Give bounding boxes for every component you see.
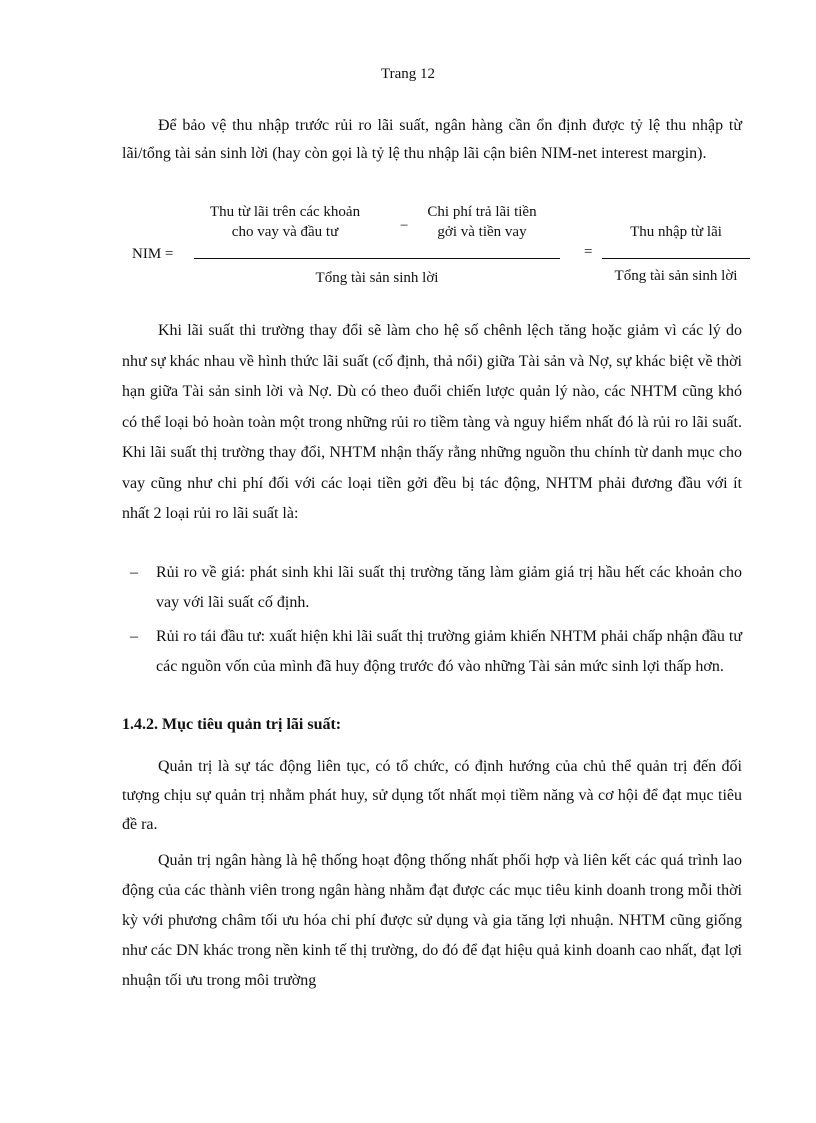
management-definition-paragraph: Quản trị là sự tác động liên tục, có tổ chức, có định hướng của chủ thể quản trị đến đối tượng chịu sự quản trị nhằm phát huy, sử dụng tốt nhất mọi tiềm năng và cơ hội để đạt mục tiêu đề ra. — [122, 758, 742, 833]
bullet-dash: – — [130, 628, 138, 645]
formula-equals: = — [584, 244, 593, 260]
formula-minus: − — [400, 218, 409, 234]
formula-alt-denominator: Tổng tài sản sinh lời — [614, 268, 738, 284]
bank-management-paragraph: Quản trị ngân hàng là hệ thống hoạt động thống nhất phối hợp và liên kết các quá trình lao động của các thành viên trong ngân hàng nhằm đạt được các mục tiêu kinh doanh trong mỗi thời kỳ với phương châm tối ưu hóa chi phí được sử dụng và gia tăng lợi nhuận. NHTM cũng giống như các DN khác trong nền kinh tế thị trường, do đó để đạt hiệu quả kinh doanh cao nhất, đạt lợi nhuận tối ưu trong môi trường — [122, 852, 742, 989]
formula-numerator-b-line2: gởi và tiền vay — [437, 224, 527, 240]
bullet-dash: – — [130, 564, 138, 581]
formula-denominator: Tổng tài sản sinh lời — [315, 270, 439, 286]
interest-rate-change-paragraph: Khi lãi suất thi trường thay đổi sẽ làm cho hệ số chênh lệch tăng hoặc giảm vì các lý do như sự khác nhau về hình thức lãi suất (cố định, thả nổi) giữa Tài sản và Nợ, sự khác biệt về thời hạn giữa Tài sản sinh lời và Nợ. Dù có theo đuổi chiến lược quản lý nào, các NHTM cũng khó có thể loại bỏ hoàn toàn một trong những rủi ro tiềm tàng và nguy hiểm nhất đó là rủi ro lãi suất. Khi lãi suất thị trường thay đổi, NHTM nhận thấy rằng những nguồn thu chính từ danh mục cho vay cũng như chi phí đối với các loại tiền gởi đều bị tác động, NHTM phải đương đầu với ít nhất 2 loại rủi ro lãi suất là: — [122, 322, 742, 522]
list-item-reinvestment-risk — [130, 622, 742, 682]
bullet-text: Rủi ro tái đầu tư: xuất hiện khi lãi suất thị trường giảm khiến NHTM phải chấp nhận đầu tư các nguồn vốn của mình đã huy động trước đó vào những Tài sản mức sinh lợi thấp hơn. — [156, 628, 742, 675]
formula-alt-fraction-bar — [602, 258, 750, 259]
page-number: Trang 12 — [380, 66, 436, 82]
formula-alt-numerator: Thu nhập từ lãi — [630, 224, 722, 240]
formula-numerator-a-line2: cho vay và đầu tư — [231, 224, 339, 240]
formula-fraction-bar — [194, 258, 560, 259]
formula-numerator-b — [414, 202, 550, 242]
list-item-price-risk — [130, 558, 742, 618]
formula-numerator-a — [180, 202, 390, 242]
formula-numerator-a-line1: Thu từ lãi trên các khoản — [209, 204, 361, 220]
intro-paragraph: Để bảo vệ thu nhập trước rủi ro lãi suất, ngân hàng cần ổn định được tỷ lệ thu nhập từ lãi/tổng tài sản sinh lời (hay còn gọi là tỷ lệ thu nhập lãi cận biên NIM-net interest margin). — [122, 117, 742, 162]
bullet-text: Rủi ro về giá: phát sinh khi lãi suất thị trường tăng làm giảm giá trị hầu hết các khoản cho vay với lãi suất cố định. — [156, 564, 742, 611]
section-heading: 1.4.2. Mục tiêu quản trị lãi suất: — [122, 716, 342, 733]
formula-lhs: NIM = — [132, 246, 174, 262]
nim-formula — [132, 198, 752, 294]
formula-numerator-b-line1: Chi phí trả lãi tiền — [427, 204, 537, 220]
